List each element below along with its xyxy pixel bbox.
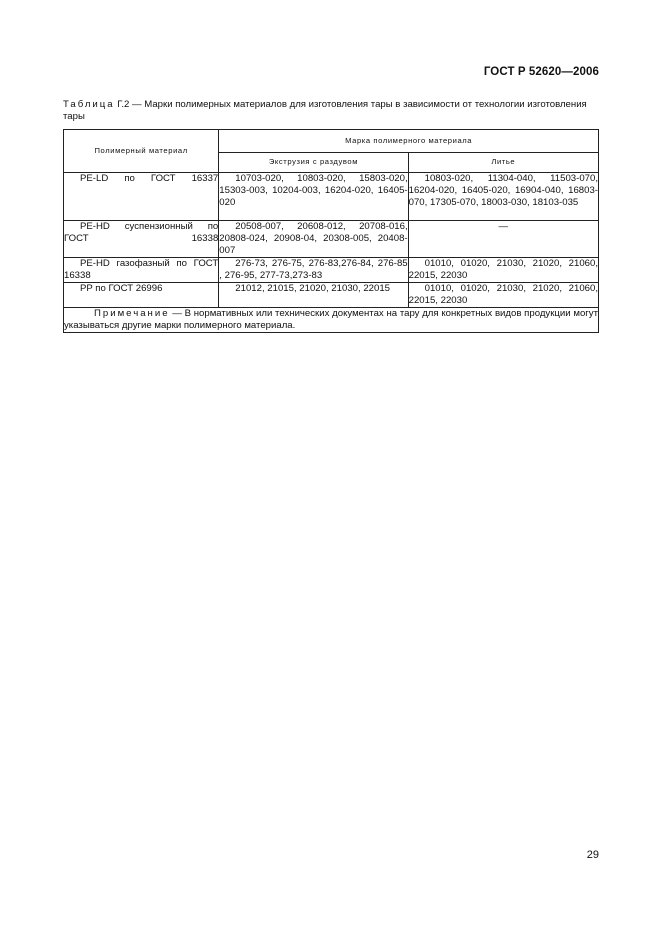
extrusion-cell <box>219 221 408 258</box>
table-caption-prefix: Таблица <box>63 99 115 110</box>
extrusion-cell <box>219 173 408 221</box>
material-name: PE-HD суспензионный по ГОСТ 16338 <box>64 221 219 244</box>
note-text: — В нормативных или технических документах на тару для конкретных видов продукции могут указываться другие марки полимерного материала. <box>64 308 598 331</box>
material-name: PE-LD по ГОСТ 16337 <box>80 173 219 184</box>
material-name: PP по ГОСТ 26996 <box>80 283 163 294</box>
casting-grades: 01010, 01020, 21030, 21020, 21060, 22015, 22030 <box>408 258 598 281</box>
header-material: Полимерный материал <box>64 130 219 173</box>
casting-cell <box>408 221 598 258</box>
table-row <box>64 258 599 283</box>
note-prefix: Примечание <box>94 308 170 319</box>
material-cell <box>64 173 219 221</box>
material-cell <box>64 283 219 308</box>
header-casting: Литье <box>408 152 598 172</box>
extrusion-grades: 20508-007, 20608-012, 20708-016, 20808-024, 20908-04, 20308-005, 20408-007 <box>219 221 408 256</box>
table-caption-text: Г.2 — Марки полимерных материалов для изготовления тары в зависимости от технологии изготовления тары <box>63 99 587 122</box>
table-note <box>64 308 599 333</box>
materials-table <box>63 129 599 333</box>
table-row <box>64 173 599 221</box>
casting-grades: 01010, 01020, 21030, 21020, 21060, 22015, 22030 <box>408 283 598 306</box>
table-row <box>64 221 599 258</box>
table-row <box>64 283 599 308</box>
casting-cell <box>408 283 598 308</box>
extrusion-cell <box>219 283 408 308</box>
extrusion-grades: 21012, 21015, 21020, 21030, 22015 <box>235 283 390 294</box>
note-row <box>64 308 599 333</box>
page-number: 29 <box>586 849 599 861</box>
extrusion-cell <box>219 258 408 283</box>
casting-grades: 10803-020, 11304-040, 11503-070, 16204-020, 16405-020, 16904-040, 16803-070, 17305-070, 18003-030, 18103-035 <box>408 173 598 208</box>
material-cell <box>64 258 219 283</box>
material-name: PE-HD газофазный по ГОСТ 16338 <box>64 258 219 281</box>
casting-cell <box>408 173 598 221</box>
casting-grades: — <box>498 221 509 232</box>
material-cell <box>64 221 219 258</box>
casting-cell <box>408 258 598 283</box>
header-grade-group: Марка полимерного материала <box>219 130 599 153</box>
extrusion-grades: 10703-020, 10803-020, 15803-020, 15303-003, 10204-003, 16204-020, 16405-020 <box>219 173 408 208</box>
table-caption <box>63 99 599 123</box>
document-code: ГОСТ Р 52620—2006 <box>483 66 599 78</box>
extrusion-grades: 276-73, 276-75, 276-83,276-84, 276-85 , 276-95, 277-73,273-83 <box>219 258 408 281</box>
header-extrusion: Экструзия с раздувом <box>219 152 408 172</box>
